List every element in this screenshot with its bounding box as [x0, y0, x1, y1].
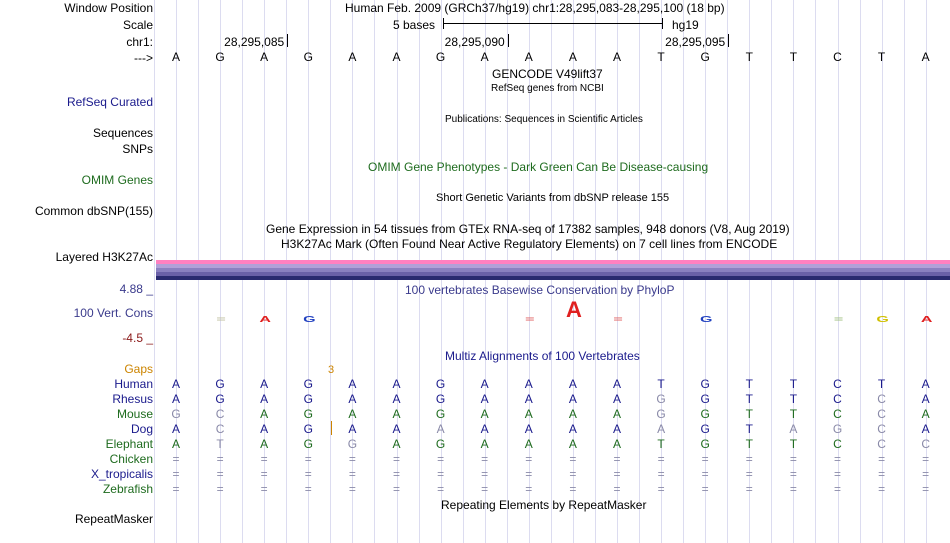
aligned-base: A: [260, 377, 269, 391]
reference-base: G: [215, 50, 225, 64]
aligned-base: =: [878, 452, 886, 466]
reference-base: A: [348, 50, 357, 64]
aligned-base: G: [700, 422, 710, 436]
aligned-base: G: [832, 422, 843, 436]
aligned-base: A: [789, 422, 798, 436]
aligned-base: G: [171, 407, 181, 421]
aligned-base: A: [524, 422, 533, 436]
aligned-base: T: [789, 437, 798, 451]
aligned-base: =: [525, 467, 533, 481]
aligned-base: =: [569, 467, 577, 481]
aligned-base: T: [745, 407, 753, 421]
aligned-base: C: [877, 407, 886, 421]
aligned-base: C: [877, 437, 886, 451]
aligned-base: =: [525, 482, 533, 496]
aligned-base: C: [215, 407, 225, 421]
scale-label: Scale: [122, 18, 153, 32]
aligned-base: =: [745, 452, 753, 466]
scale-bar-start: [443, 18, 444, 29]
aligned-base: =: [172, 452, 180, 466]
aligned-base: A: [392, 407, 401, 421]
aligned-base: =: [392, 452, 400, 466]
aligned-base: =: [745, 467, 753, 481]
cons-track-label[interactable]: 100 Vert. Cons: [73, 306, 153, 320]
aligned-base: T: [877, 377, 886, 391]
conservation-logo-letter: G: [303, 315, 316, 324]
species-label[interactable]: Dog: [130, 422, 153, 436]
species-label[interactable]: Zebrafish: [102, 482, 153, 496]
aligned-base: =: [569, 452, 577, 466]
position-tick-label: 28,295,085: [224, 35, 285, 49]
aligned-base: A: [348, 422, 357, 436]
aligned-base: C: [921, 437, 931, 451]
aligned-base: G: [700, 437, 710, 451]
aligned-base: A: [480, 437, 489, 451]
aligned-base: =: [216, 482, 224, 496]
aligned-base: G: [303, 422, 313, 436]
aligned-base: T: [216, 437, 224, 451]
aligned-base: =: [481, 482, 489, 496]
aligned-base: =: [613, 482, 621, 496]
aligned-base: G: [700, 407, 710, 421]
conservation-logo-letter: =: [525, 315, 535, 324]
aligned-base: A: [480, 377, 489, 391]
aligned-base: A: [392, 437, 401, 451]
conservation-logo-letter: =: [613, 315, 623, 324]
aligned-base: C: [833, 392, 842, 406]
position-tick-label: 28,295,090: [444, 35, 505, 49]
omim-genes-track-label[interactable]: OMIM Genes: [81, 173, 153, 187]
aligned-base: =: [216, 452, 224, 466]
gtex-title: Gene Expression in 54 tissues from GTEx RNA-seq of 17382 samples, 948 donors (V8, Aug 2019): [266, 222, 790, 236]
aligned-base: =: [657, 482, 665, 496]
aligned-base: =: [922, 452, 930, 466]
aligned-base: =: [878, 467, 886, 481]
aligned-base: =: [833, 452, 841, 466]
aligned-base: G: [435, 377, 446, 391]
refseq-track-label[interactable]: RefSeq Curated: [66, 95, 153, 109]
aligned-base: T: [789, 407, 798, 421]
multiz-title: Multiz Alignments of 100 Vertebrates: [445, 349, 640, 363]
reference-base: A: [612, 50, 621, 64]
position-tick: [287, 34, 288, 47]
aligned-base: G: [700, 377, 710, 391]
window-position-label: Window Position: [64, 1, 153, 15]
aligned-base: =: [172, 467, 180, 481]
species-label[interactable]: Elephant: [105, 437, 153, 451]
aligned-base: C: [215, 422, 225, 436]
aligned-base: A: [568, 392, 577, 406]
aligned-base: =: [348, 467, 356, 481]
reference-base: T: [657, 50, 665, 64]
phylop-max-label: 4.88 _: [119, 282, 153, 296]
aligned-base: =: [304, 452, 312, 466]
aligned-base: A: [392, 422, 401, 436]
aligned-base: T: [745, 377, 753, 391]
aligned-base: A: [612, 437, 621, 451]
short-variants-title: Short Genetic Variants from dbSNP release 155: [436, 192, 670, 204]
omim-phenotypes-title: OMIM Gene Phenotypes - Dark Green Can Be Disease-causing: [368, 160, 709, 174]
snps-track-label[interactable]: SNPs: [122, 142, 153, 156]
assembly-label: hg19: [672, 18, 699, 32]
conservation-logo-letter: G: [876, 315, 889, 324]
aligned-base: G: [303, 392, 313, 406]
species-label[interactable]: X_tropicalis: [90, 467, 153, 481]
position-tick-label: 28,295,095: [665, 35, 726, 49]
aligned-base: =: [304, 467, 312, 481]
aligned-base: =: [922, 482, 930, 496]
conservation-logo-letter: =: [833, 315, 844, 324]
aligned-base: A: [171, 377, 180, 391]
aligned-base: G: [303, 407, 313, 421]
aligned-base: A: [348, 392, 357, 406]
aligned-base: A: [921, 377, 930, 391]
aligned-base: A: [348, 407, 357, 421]
aligned-base: =: [348, 482, 356, 496]
aligned-base: G: [303, 377, 313, 391]
aligned-base: A: [524, 407, 533, 421]
aligned-base: A: [921, 422, 930, 436]
reference-base: A: [524, 50, 533, 64]
aligned-base: A: [260, 437, 269, 451]
reference-base: G: [303, 50, 313, 64]
aligned-base: =: [922, 467, 930, 481]
aligned-base: A: [260, 407, 269, 421]
aligned-base: A: [260, 392, 269, 406]
repeatmasker-title: Repeating Elements by RepeatMasker: [441, 498, 647, 512]
gap-count: 3: [328, 364, 335, 376]
aligned-base: G: [656, 407, 666, 421]
aligned-base: =: [657, 452, 665, 466]
species-label[interactable]: Rhesus: [112, 392, 153, 406]
aligned-base: =: [569, 482, 577, 496]
aligned-base: =: [216, 467, 224, 481]
aligned-base: =: [657, 467, 665, 481]
aligned-base: A: [480, 392, 489, 406]
aligned-base: =: [613, 452, 621, 466]
aligned-base: A: [260, 422, 269, 436]
species-label[interactable]: Mouse: [116, 407, 153, 421]
aligned-base: =: [260, 482, 268, 496]
aligned-base: A: [612, 422, 621, 436]
h3k27ac-title: H3K27Ac Mark (Often Found Near Active Regulatory Elements) on 7 cell lines from ENCODE: [281, 237, 778, 251]
gap-marker: [331, 421, 332, 435]
conservation-logo-letter: =: [216, 315, 226, 324]
aligned-base: A: [568, 407, 577, 421]
aligned-base: C: [877, 422, 886, 436]
reference-base: G: [700, 50, 710, 64]
scale-text: 5 bases: [393, 18, 436, 32]
aligned-base: G: [435, 437, 446, 451]
reference-base: A: [392, 50, 401, 64]
layered-h3k27ac-track-label[interactable]: Layered H3K27Ac: [55, 250, 153, 264]
aligned-base: =: [833, 467, 841, 481]
reference-base: A: [568, 50, 577, 64]
aligned-base: A: [392, 392, 401, 406]
aligned-base: G: [435, 392, 446, 406]
conservation-logo-letter: G: [699, 315, 713, 324]
reference-base: A: [171, 50, 180, 64]
scale-bar: [443, 23, 662, 24]
h3k27ac-cell-line-band: [156, 276, 950, 280]
h3k27ac-signal: [156, 260, 950, 280]
reference-base: A: [480, 50, 489, 64]
aligned-base: T: [657, 437, 665, 451]
aligned-base: A: [921, 392, 930, 406]
aligned-base: T: [745, 437, 753, 451]
aligned-base: A: [612, 377, 621, 391]
position-tick: [728, 34, 729, 47]
repeatmasker-track-label[interactable]: RepeatMasker: [74, 512, 153, 526]
grid-line: [154, 0, 155, 543]
aligned-base: =: [878, 482, 886, 496]
aligned-base: A: [568, 377, 577, 391]
refseq-subtitle: RefSeq genes from NCBI: [491, 83, 604, 94]
track-label-column: [0, 0, 155, 543]
aligned-base: A: [480, 422, 489, 436]
publications-title: Publications: Sequences in Scientific Articles: [445, 114, 643, 125]
aligned-base: =: [260, 467, 268, 481]
aligned-base: A: [568, 422, 577, 436]
aligned-base: =: [833, 482, 841, 496]
species-label[interactable]: Human: [114, 377, 153, 391]
aligned-base: =: [348, 452, 356, 466]
aligned-base: =: [701, 452, 709, 466]
aligned-base: =: [304, 482, 312, 496]
aligned-base: T: [789, 377, 798, 391]
sequences-track-label[interactable]: Sequences: [92, 126, 153, 140]
aligned-base: A: [171, 437, 180, 451]
reference-base: A: [260, 50, 269, 64]
aligned-base: C: [833, 407, 842, 421]
aligned-base: A: [921, 407, 930, 421]
aligned-base: A: [436, 422, 445, 436]
aligned-base: A: [171, 422, 180, 436]
reference-base: T: [789, 50, 798, 64]
reference-base: T: [877, 50, 886, 64]
aligned-base: G: [435, 407, 446, 421]
aligned-base: T: [789, 392, 798, 406]
species-label[interactable]: Chicken: [109, 452, 153, 466]
chrom-label: chr1:: [126, 35, 153, 49]
aligned-base: A: [524, 377, 533, 391]
aligned-base: A: [568, 437, 577, 451]
aligned-base: =: [701, 467, 709, 481]
aligned-base: =: [701, 482, 709, 496]
aligned-base: G: [215, 392, 225, 406]
aligned-base: A: [612, 407, 621, 421]
aligned-base: A: [392, 377, 401, 391]
aligned-base: C: [833, 437, 842, 451]
aligned-base: =: [437, 452, 445, 466]
aligned-base: T: [745, 392, 753, 406]
aligned-base: G: [656, 392, 666, 406]
window-position-text: Human Feb. 2009 (GRCh37/hg19) chr1:28,295,083-28,295,100 (18 bp): [345, 1, 725, 15]
gaps-label: Gaps: [124, 362, 153, 376]
aligned-base: A: [171, 392, 180, 406]
aligned-base: G: [347, 437, 358, 451]
scale-bar-end: [662, 18, 663, 29]
aligned-base: =: [745, 482, 753, 496]
aligned-base: =: [260, 452, 268, 466]
aligned-base: A: [612, 392, 621, 406]
strand-arrow-label: --->: [134, 51, 153, 65]
aligned-base: =: [789, 467, 797, 481]
aligned-base: =: [392, 482, 400, 496]
aligned-base: A: [524, 392, 533, 406]
aligned-base: T: [657, 377, 665, 391]
gencode-title[interactable]: GENCODE V49lift37: [492, 67, 603, 81]
aligned-base: C: [833, 377, 842, 391]
aligned-base: =: [437, 467, 445, 481]
conservation-logo-letter: A: [565, 297, 582, 322]
conservation-logo-letter: A: [920, 315, 933, 324]
aligned-base: A: [524, 437, 533, 451]
aligned-base: T: [745, 422, 753, 436]
aligned-base: =: [437, 482, 445, 496]
aligned-base: A: [348, 377, 357, 391]
aligned-base: G: [700, 392, 710, 406]
aligned-base: G: [303, 437, 313, 451]
aligned-base: C: [877, 392, 886, 406]
conservation-logo-letter: A: [259, 315, 271, 324]
phylop-title: 100 vertebrates Basewise Conservation by PhyloP: [405, 283, 675, 297]
reference-base: A: [921, 50, 930, 64]
aligned-base: =: [789, 452, 797, 466]
aligned-base: G: [215, 377, 225, 391]
reference-base: G: [435, 50, 446, 64]
phylop-min-label: -4.5 _: [122, 331, 153, 345]
aligned-base: =: [481, 452, 489, 466]
reference-base: C: [833, 50, 842, 64]
aligned-base: =: [481, 467, 489, 481]
aligned-base: =: [172, 482, 180, 496]
position-tick: [508, 34, 509, 47]
common-dbsnp-track-label[interactable]: Common dbSNP(155): [34, 204, 153, 218]
reference-base: T: [745, 50, 753, 64]
aligned-base: =: [525, 452, 533, 466]
aligned-base: =: [789, 482, 797, 496]
aligned-base: =: [392, 467, 400, 481]
aligned-base: =: [613, 467, 621, 481]
aligned-base: A: [657, 422, 666, 436]
aligned-base: A: [480, 407, 489, 421]
